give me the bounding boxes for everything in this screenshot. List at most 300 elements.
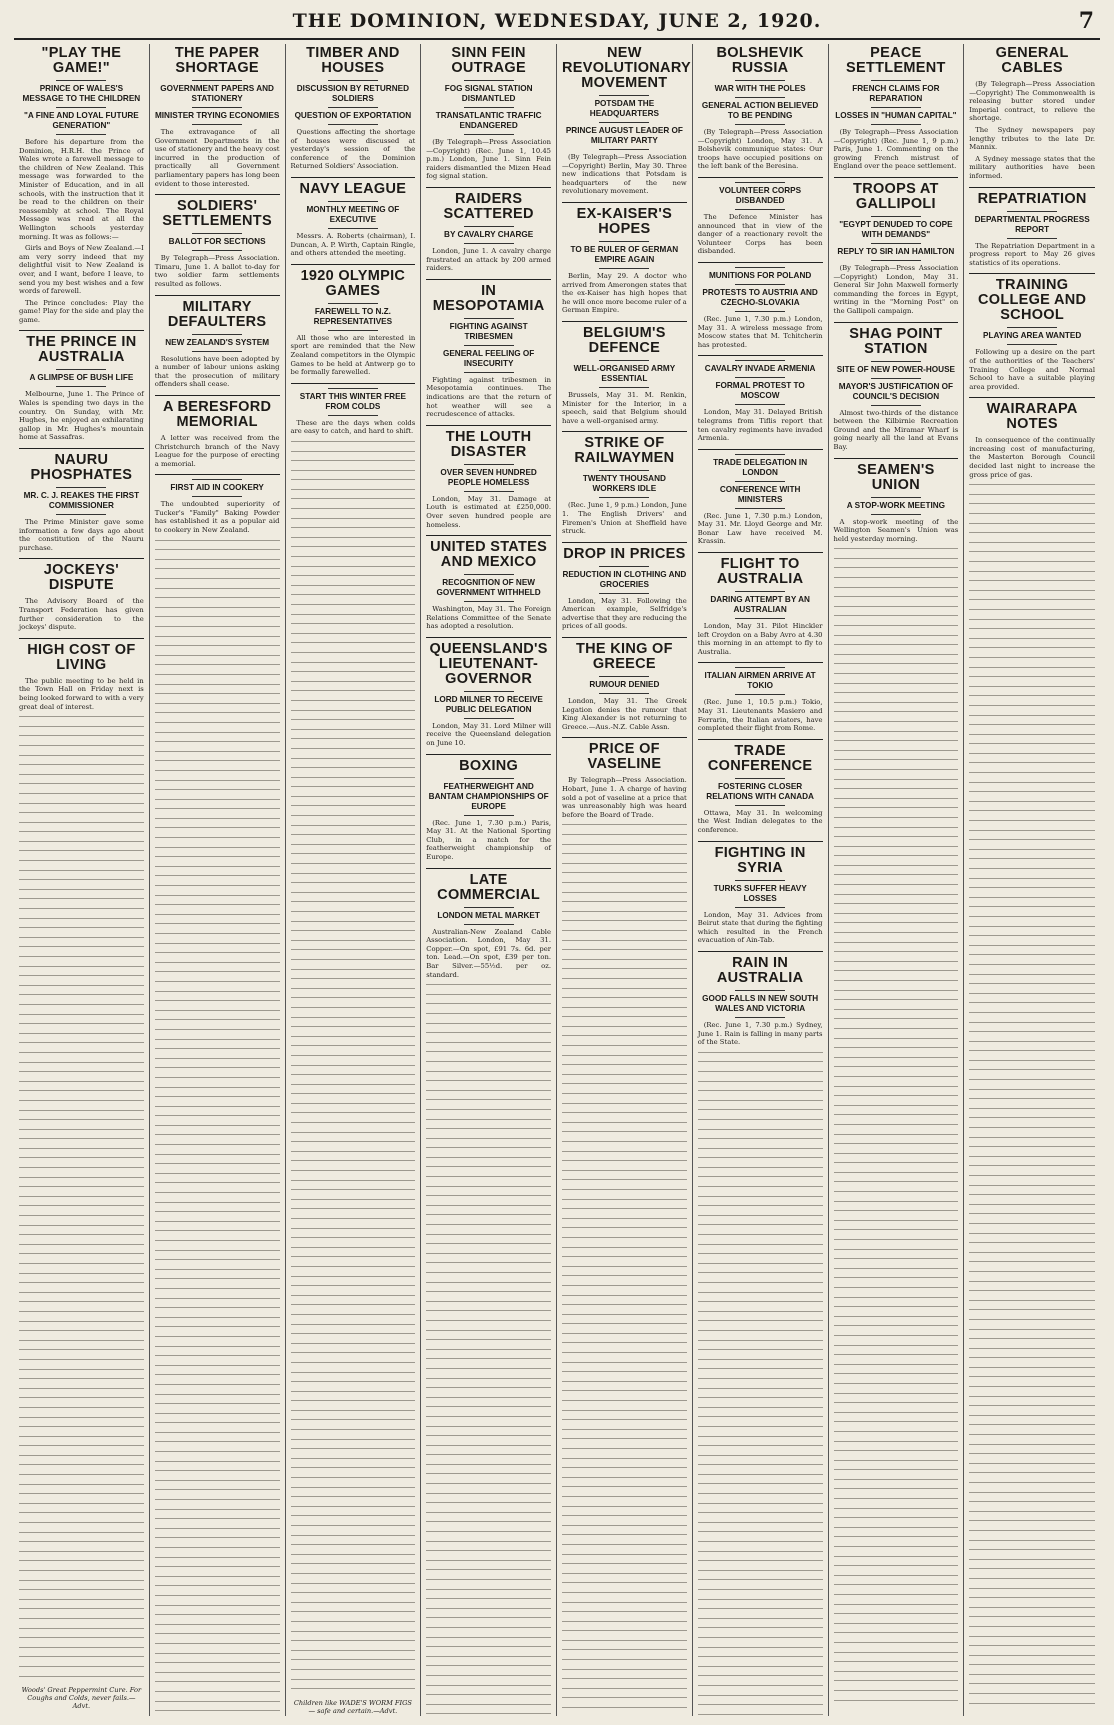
- text-line-texture: [562, 1081, 687, 1090]
- text-line-texture: [698, 1107, 823, 1116]
- article-paragraph: The Defence Minister has announced that in view of the danger of a reactionary revolt the Volunteer Corps has been disbanded.: [697, 212, 823, 256]
- text-line-texture: [155, 931, 280, 940]
- column-5: [557, 44, 693, 1716]
- text-line-texture: [834, 546, 959, 555]
- text-line-texture: [291, 1322, 416, 1331]
- text-line-texture: [19, 1098, 144, 1107]
- text-line-texture: [19, 1405, 144, 1414]
- text-line-texture: [698, 1529, 823, 1538]
- text-line-texture: [426, 1308, 551, 1317]
- article-subhead: TRANSATLANTIC TRAFFIC ENDANGERED: [435, 111, 542, 130]
- text-line-texture: [19, 1050, 144, 1059]
- text-line-texture: [698, 1693, 823, 1702]
- article-divider: [426, 754, 551, 755]
- text-line-texture: [291, 832, 416, 841]
- article: [426, 868, 551, 980]
- text-line-texture: [19, 1606, 144, 1615]
- text-line-texture: [19, 1031, 144, 1040]
- text-line-texture: [155, 1670, 280, 1679]
- text-line-texture: [834, 1688, 959, 1697]
- text-line-texture: [291, 1657, 416, 1666]
- short-rule: [56, 487, 106, 488]
- text-line-texture: [834, 1381, 959, 1390]
- text-line-texture: [698, 1242, 823, 1251]
- text-line-texture: [291, 650, 416, 659]
- column-7: [829, 44, 965, 1716]
- text-line-texture: [969, 751, 1095, 760]
- text-line-texture: [155, 1104, 280, 1113]
- short-rule: [735, 880, 785, 881]
- text-line-texture: [562, 1475, 687, 1484]
- text-line-texture: [698, 1414, 823, 1423]
- text-line-texture: [155, 1363, 280, 1372]
- text-line-texture: [291, 1638, 416, 1647]
- text-line-texture: [19, 714, 144, 723]
- text-line-texture: [155, 682, 280, 691]
- text-line-texture: [291, 458, 416, 467]
- text-line-texture: [834, 997, 959, 1006]
- text-line-texture: [155, 1593, 280, 1602]
- text-line-texture: [426, 1222, 551, 1231]
- article-headline: BELGIUM'S DEFENCE: [583, 324, 666, 356]
- text-line-texture: [969, 943, 1095, 952]
- article-subhead: CONFERENCE WITH MINISTERS: [719, 484, 801, 504]
- article-paragraph: Melbourne, June 1. The Prince of Wales is spending two days in the country. On Sunday, with Mr. Hughes, he enjoyed an exhilarating gallop in Mr. Hughes's mountain home at Sassafras.: [19, 390, 144, 442]
- text-line-texture: [19, 1626, 144, 1635]
- text-line-texture: [19, 1280, 144, 1289]
- text-line-texture: [698, 1625, 823, 1634]
- text-line-texture: [834, 1592, 959, 1601]
- article-divider: [426, 279, 551, 280]
- text-line-texture: [562, 1024, 687, 1033]
- text-line-texture: [291, 660, 416, 669]
- short-rule: [328, 107, 378, 108]
- article-divider: [698, 739, 823, 740]
- article: [426, 754, 551, 862]
- short-rule: [464, 107, 514, 108]
- text-line-texture: [834, 757, 959, 766]
- short-rule: [56, 80, 106, 81]
- short-rule: [328, 124, 378, 125]
- text-line-texture: [426, 1443, 551, 1452]
- text-line-texture: [426, 1193, 551, 1202]
- text-line-texture: [969, 530, 1095, 539]
- short-rule: [599, 268, 649, 269]
- article-subhead: A GLIMPSE OF BUSH LIFE: [29, 373, 134, 383]
- text-line-texture: [969, 617, 1095, 626]
- text-line-texture: [19, 1108, 144, 1117]
- text-line-texture: [834, 729, 959, 738]
- text-line-texture: [426, 1471, 551, 1480]
- text-line-texture: [155, 1487, 280, 1496]
- text-line-texture: [698, 1184, 823, 1193]
- text-line-texture: [969, 607, 1095, 616]
- text-line-texture: [969, 1029, 1095, 1038]
- text-line-texture: [19, 1146, 144, 1155]
- text-line-texture: [834, 1630, 959, 1639]
- text-line-texture: [969, 1365, 1095, 1374]
- text-line-texture: [969, 1384, 1095, 1393]
- article: [834, 177, 959, 316]
- text-line-texture: [155, 1094, 280, 1103]
- text-line-texture: [426, 1212, 551, 1221]
- text-line-texture: [19, 1491, 144, 1500]
- text-line-texture: [19, 1539, 144, 1548]
- article-paragraph: (By Telegraph—Press Association—Copyright) (Rec. June 1, 9 p.m.) Paris, June 1. Commenting on the growing French mistrust of England over the peace settlement.: [833, 128, 959, 171]
- text-line-texture: [969, 1087, 1095, 1096]
- text-line-texture: [969, 760, 1095, 769]
- text-line-texture: [426, 1318, 551, 1327]
- text-line-texture: [969, 1010, 1095, 1019]
- footer-advertisement: Woods' Great Peppermint Cure. For Coughs and Colds, never fails.—Advt.: [21, 1686, 142, 1711]
- text-line-texture: [155, 710, 280, 719]
- article-paragraph: The public meeting to be held in the Town Hall on Friday next is being looked forward to with a very great deal of interest.: [19, 676, 144, 711]
- text-line-texture: [426, 1395, 551, 1404]
- short-rule: [464, 691, 514, 692]
- text-line-texture: [291, 487, 416, 496]
- text-line-texture: [834, 1064, 959, 1073]
- article-paragraph: (By Telegraph—Press Association—Copyright) London, May 31. General Sir John Maxwell formerly commanding the forces in Egypt, writing in the "Morning Post" on the Gallipoli campaign.: [833, 263, 959, 315]
- article: [155, 295, 280, 389]
- text-line-texture: [291, 1446, 416, 1455]
- text-line-texture: [834, 1103, 959, 1112]
- text-line-texture: [426, 1424, 551, 1433]
- short-rule: [192, 107, 242, 108]
- text-line-texture: [834, 959, 959, 968]
- article: [562, 202, 687, 315]
- text-line-texture: [291, 986, 416, 995]
- article-subhead: RUMOUR DENIED: [589, 680, 660, 690]
- text-line-texture: [155, 1008, 280, 1017]
- article: [969, 273, 1095, 391]
- text-line-texture: [155, 787, 280, 796]
- text-line-texture: [834, 1045, 959, 1054]
- text-line-texture: [562, 947, 687, 956]
- short-rule: [464, 464, 514, 465]
- text-line-texture: [698, 1280, 823, 1289]
- text-line-texture: [562, 1628, 687, 1637]
- text-line-texture: [426, 1663, 551, 1672]
- text-line-texture: [291, 573, 416, 582]
- article-headline: TIMBER AND HOUSES: [306, 45, 400, 76]
- article: [834, 458, 959, 544]
- text-line-texture: [19, 829, 144, 838]
- text-line-texture: [291, 621, 416, 630]
- text-line-texture: [562, 1101, 687, 1110]
- article-subhead: POTSDAM THE HEADQUARTERS: [589, 99, 659, 118]
- text-line-texture: [155, 989, 280, 998]
- text-line-texture: [19, 944, 144, 953]
- text-line-texture: [291, 1408, 416, 1417]
- text-line-texture: [969, 482, 1095, 491]
- text-line-texture: [698, 1405, 823, 1414]
- article-paragraph: Messrs. A. Roberts (chairman), I. Duncan, A. P. Wirth, Captain Ringle, and others attended the meeting.: [290, 231, 416, 258]
- short-rule: [599, 95, 649, 96]
- text-line-texture: [19, 1520, 144, 1529]
- text-line-texture: [291, 823, 416, 832]
- text-line-texture: [562, 1139, 687, 1148]
- short-rule: [735, 267, 785, 268]
- article: [562, 737, 687, 819]
- text-line-texture: [834, 652, 959, 661]
- short-rule: [1007, 327, 1057, 328]
- text-line-texture: [562, 861, 687, 870]
- text-line-texture: [969, 914, 1095, 923]
- text-line-texture: [155, 643, 280, 652]
- text-line-texture: [155, 1535, 280, 1544]
- text-line-texture: [426, 1059, 551, 1068]
- short-rule: [599, 387, 649, 388]
- article: [562, 45, 692, 196]
- text-line-texture: [291, 736, 416, 745]
- text-line-texture: [834, 1669, 959, 1678]
- article-divider: [562, 737, 687, 738]
- article-subhead: PRINCE OF WALES'S MESSAGE TO THE CHILDREN: [22, 84, 141, 103]
- text-line-texture: [426, 1203, 551, 1212]
- article-divider: [698, 177, 823, 178]
- text-line-texture: [969, 1154, 1095, 1163]
- text-line-texture: [562, 1033, 687, 1042]
- text-line-texture: [834, 882, 959, 891]
- short-rule: [464, 491, 514, 492]
- text-line-texture: [426, 1049, 551, 1058]
- text-line-texture: [698, 1664, 823, 1673]
- column-8: [964, 44, 1100, 1716]
- article: [698, 841, 823, 945]
- text-line-texture: [834, 1333, 959, 1342]
- text-line-texture: [562, 1005, 687, 1014]
- text-line-texture: [291, 1005, 416, 1014]
- article-subhead: START THIS WINTER FREE FROM COLDS: [299, 391, 407, 411]
- text-line-texture: [834, 1429, 959, 1438]
- text-line-texture: [698, 1587, 823, 1596]
- text-line-texture: [834, 565, 959, 574]
- text-line-texture: [291, 1226, 416, 1235]
- text-line-texture: [834, 1237, 959, 1246]
- text-line-texture: [291, 1504, 416, 1513]
- text-line-texture: [969, 1480, 1095, 1489]
- text-line-texture: [19, 1069, 144, 1078]
- newspaper-columns: [14, 44, 1100, 1716]
- article-divider: [562, 637, 687, 638]
- text-line-texture: [834, 1573, 959, 1582]
- text-line-texture: [426, 1174, 551, 1183]
- text-line-texture: [291, 1475, 416, 1484]
- text-line-texture: [834, 661, 959, 670]
- article: [562, 542, 687, 631]
- text-line-texture: [426, 1164, 551, 1173]
- text-line-texture: [834, 575, 959, 584]
- short-rule: [871, 514, 921, 515]
- text-line-texture: [969, 636, 1095, 645]
- text-line-texture: [834, 1410, 959, 1419]
- short-rule: [464, 574, 514, 575]
- text-line-texture: [969, 1317, 1095, 1326]
- short-rule: [464, 226, 514, 227]
- article-paragraph: The undoubted superiority of Tucker's "Family" Baking Powder has established it as a popular aid to cookery in New Zealand.: [154, 500, 280, 535]
- text-line-texture: [155, 1459, 280, 1468]
- text-line-texture: [562, 1245, 687, 1254]
- text-line-texture: [291, 544, 416, 553]
- text-line-texture: [155, 1631, 280, 1640]
- short-rule: [735, 311, 785, 312]
- text-line-texture: [562, 1513, 687, 1522]
- text-line-texture: [969, 818, 1095, 827]
- text-line-texture: [155, 1296, 280, 1305]
- article: [698, 177, 823, 256]
- text-line-texture: [698, 1366, 823, 1375]
- text-line-texture: [155, 614, 280, 623]
- short-rule: [464, 318, 514, 319]
- short-rule: [328, 228, 378, 229]
- text-line-texture: [426, 1587, 551, 1596]
- text-line-texture: [969, 952, 1095, 961]
- text-line-texture: [834, 1314, 959, 1323]
- text-line-texture: [969, 1298, 1095, 1307]
- text-line-texture: [291, 851, 416, 860]
- text-line-texture: [19, 1127, 144, 1136]
- article-subhead: SITE OF NEW POWER-HOUSE: [836, 364, 956, 374]
- column-3: [286, 44, 422, 1716]
- text-line-texture: [155, 1142, 280, 1151]
- text-line-texture: [834, 613, 959, 622]
- article-headline: PEACE SETTLEMENT: [846, 45, 946, 76]
- text-line-texture: [698, 1549, 823, 1558]
- text-line-texture: [969, 741, 1095, 750]
- text-line-texture: [426, 1289, 551, 1298]
- text-line-texture: [969, 1106, 1095, 1115]
- article-paragraph: Washington, May 31. The Foreign Relations Committee of the Senate has adopted a resolution.: [426, 605, 551, 631]
- text-line-texture: [291, 1283, 416, 1292]
- text-line-texture: [291, 1667, 416, 1676]
- text-line-texture: [698, 1424, 823, 1433]
- text-line-texture: [562, 1110, 687, 1119]
- text-line-texture: [698, 1318, 823, 1327]
- text-line-texture: [155, 634, 280, 643]
- article: [698, 449, 823, 546]
- text-line-texture: [19, 906, 144, 915]
- text-line-texture: [19, 1309, 144, 1318]
- text-line-texture: [291, 890, 416, 899]
- text-line-texture: [698, 1098, 823, 1107]
- article-divider: [426, 868, 551, 869]
- text-line-texture: [19, 992, 144, 1001]
- text-line-texture: [155, 1056, 280, 1065]
- text-line-texture: [291, 794, 416, 803]
- text-line-texture: [969, 1125, 1095, 1134]
- text-line-texture: [834, 1621, 959, 1630]
- article: [155, 194, 280, 288]
- article-headline: SOLDIERS' SETTLEMENTS: [162, 198, 272, 230]
- short-rule: [464, 345, 514, 346]
- text-line-texture: [155, 605, 280, 614]
- text-line-texture: [834, 825, 959, 834]
- article-headline: SHAG POINT STATION: [849, 325, 943, 357]
- text-line-texture: [834, 1179, 959, 1188]
- text-line-texture: [155, 1507, 280, 1516]
- text-line-texture: [834, 1467, 959, 1476]
- text-line-texture: [155, 1449, 280, 1458]
- text-line-texture: [155, 1132, 280, 1141]
- column-6: [693, 44, 829, 1716]
- text-line-texture: [562, 1235, 687, 1244]
- article: [698, 552, 823, 656]
- text-line-texture: [155, 1248, 280, 1257]
- text-line-texture: [155, 950, 280, 959]
- text-line-texture: [969, 1518, 1095, 1527]
- text-line-texture: [426, 1078, 551, 1087]
- text-line-texture: [698, 1434, 823, 1443]
- text-line-texture: [291, 1024, 416, 1033]
- article: [698, 46, 823, 171]
- text-line-texture: [291, 612, 416, 621]
- article: [698, 951, 823, 1047]
- text-line-texture: [969, 1039, 1095, 1048]
- text-line-texture: [155, 797, 280, 806]
- text-line-texture: [834, 1525, 959, 1534]
- text-line-texture: [291, 775, 416, 784]
- text-line-texture: [291, 1456, 416, 1465]
- text-line-texture: [562, 1638, 687, 1647]
- article-divider: [562, 431, 687, 432]
- article: [698, 355, 823, 442]
- article-subhead: BY CAVALRY CHARGE: [444, 229, 534, 239]
- text-line-texture: [291, 535, 416, 544]
- text-line-texture: [291, 1561, 416, 1570]
- text-line-texture: [969, 1135, 1095, 1144]
- text-line-texture: [19, 1578, 144, 1587]
- article-headline: JOCKEYS' DISPUTE: [43, 562, 119, 594]
- text-line-texture: [562, 995, 687, 1004]
- text-line-texture: [19, 1443, 144, 1452]
- short-rule: [192, 250, 242, 251]
- text-line-texture: [969, 895, 1095, 904]
- short-rule: [735, 907, 785, 908]
- text-line-texture: [426, 1376, 551, 1385]
- text-line-texture: [969, 847, 1095, 856]
- text-line-texture: [969, 1624, 1095, 1633]
- text-line-texture: [291, 1101, 416, 1110]
- text-line-texture: [19, 858, 144, 867]
- article-divider: [969, 397, 1095, 398]
- text-line-texture: [291, 1370, 416, 1379]
- text-line-texture: [155, 1660, 280, 1669]
- text-line-texture: [19, 1175, 144, 1184]
- short-rule: [735, 124, 785, 125]
- text-line-texture: [562, 1120, 687, 1129]
- text-line-texture: [155, 960, 280, 969]
- text-line-texture: [969, 1451, 1095, 1460]
- text-line-texture: [834, 681, 959, 690]
- text-line-texture: [291, 468, 416, 477]
- text-line-texture: [291, 976, 416, 985]
- text-line-texture: [698, 1270, 823, 1279]
- text-line-texture: [969, 1605, 1095, 1614]
- article-subhead: REDUCTION IN CLOTHING AND GROCERIES: [562, 569, 687, 589]
- text-line-texture: [969, 1355, 1095, 1364]
- text-line-texture: [291, 688, 416, 697]
- article: [19, 558, 144, 631]
- text-line-texture: [698, 1328, 823, 1337]
- text-line-texture: [19, 1587, 144, 1596]
- text-line-texture: [426, 1184, 551, 1193]
- short-rule: [599, 149, 649, 150]
- short-rule: [599, 676, 649, 677]
- text-line-texture: [834, 1275, 959, 1284]
- text-line-texture: [19, 954, 144, 963]
- text-line-texture: [562, 1273, 687, 1282]
- short-rule: [735, 694, 785, 695]
